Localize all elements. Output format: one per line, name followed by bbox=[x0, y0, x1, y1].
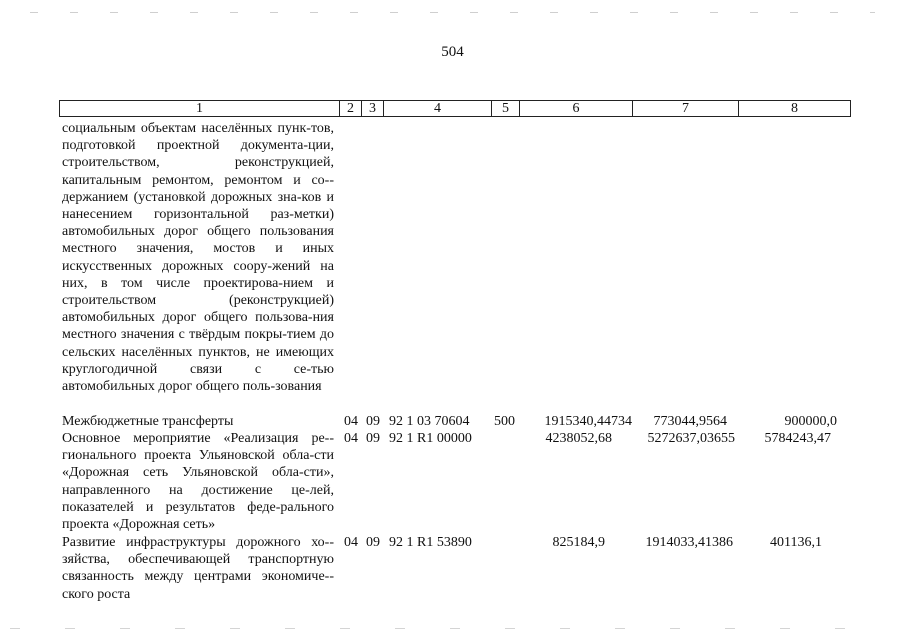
row-pr: 09 bbox=[366, 431, 380, 446]
row-value-6: 825184,9 bbox=[552, 535, 605, 550]
header-col-2: 2 bbox=[340, 100, 362, 117]
row-name: Развитие инфраструктуры дорожного хо-зяйства, обеспечивающей транспортную связанность между центрами экономиче-ского роста bbox=[62, 535, 334, 602]
row-pr: 09 bbox=[366, 414, 380, 429]
row-value-6: 4238052,68 bbox=[545, 431, 612, 446]
row-name: Межбюджетные трансферты bbox=[62, 414, 234, 429]
header-col-1: 1 bbox=[59, 100, 340, 117]
row-value-7: 5272637,03655 bbox=[647, 431, 735, 446]
row-value-6: 1915340,44734 bbox=[544, 414, 632, 429]
header-col-6: 6 bbox=[520, 100, 633, 117]
row-csr: 92 1 03 70604 bbox=[389, 414, 470, 429]
header-col-4: 4 bbox=[384, 100, 492, 117]
row-rz: 04 bbox=[344, 414, 358, 429]
row-value-8: 5784243,47 bbox=[764, 431, 831, 446]
page-number: 504 bbox=[441, 44, 464, 60]
row-csr: 92 1 R1 53890 bbox=[389, 535, 472, 550]
row-value-7: 1914033,41386 bbox=[645, 535, 733, 550]
header-col-7: 7 bbox=[633, 100, 739, 117]
scan-edge-top bbox=[30, 12, 875, 13]
row-value-8: 900000,0 bbox=[784, 414, 837, 429]
header-col-8: 8 bbox=[739, 100, 851, 117]
row-csr: 92 1 R1 00000 bbox=[389, 431, 472, 446]
header-col-3: 3 bbox=[362, 100, 384, 117]
row-rz: 04 bbox=[344, 535, 358, 550]
header-col-5: 5 bbox=[492, 100, 520, 117]
continued-description: социальным объектам населённых пунк-тов, подготовкой проектной документа-ции, строительством, реконструкцией, капитальным ремонтом, ремонтом и со-держанием (установкой дорожных зна-ков и нанесением горизонтальной раз-метки) автомобильных дорог общего пользования местного значения, мостов и иных искусственных дорожных соору-жений на них, в том числе проектирова-нием и строительством (реконструкцией) автомобильных дорог общего пользова-ния местного значения с твёрдым покры-тием до сельских населённых пунктов, не имеющих круглогодичной связи с се-тью автомобильных дорог общего поль-зования bbox=[62, 121, 334, 395]
row-vr: 500 bbox=[494, 414, 515, 429]
row-value-7: 773044,9564 bbox=[653, 414, 727, 429]
row-name: Основное мероприятие «Реализация ре-гионального проекта Ульяновской обла-сти «Дорожная сеть Ульяновской обла-сти», направленного на достижение це-лей, показателей и результатов феде-рального проекта «Дорожная сеть» bbox=[62, 431, 334, 533]
row-rz: 04 bbox=[344, 431, 358, 446]
row-value-8: 401136,1 bbox=[770, 535, 822, 550]
row-pr: 09 bbox=[366, 535, 380, 550]
scan-edge-bottom bbox=[10, 628, 890, 629]
